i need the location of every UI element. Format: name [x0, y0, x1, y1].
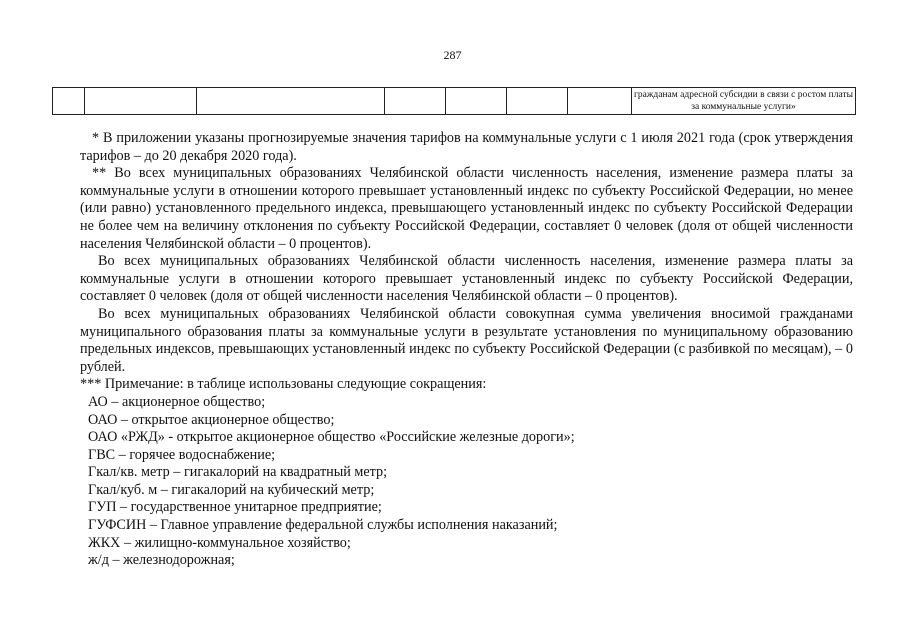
- notes-section: [80, 130, 853, 570]
- table-row: [53, 88, 856, 115]
- table-cell-description: гражданам адресной субсидии в связи с ростом платы за коммунальные услуги»: [632, 88, 856, 115]
- table-cell: [53, 88, 85, 115]
- page-number: 287: [443, 48, 462, 62]
- list-item: ЖКХ – жилищно-коммунальное хозяйство;: [88, 534, 351, 551]
- list-item: ОАО «РЖД» - открытое акционерное общество «Российские железные дороги»;: [88, 429, 575, 446]
- table-cell: [507, 88, 568, 115]
- table-cell: [197, 88, 385, 115]
- list-item: Гкал/кв. метр – гигакалорий на квадратный метр;: [88, 464, 388, 481]
- note-tariffs: * В приложении указаны прогнозируемые значения тарифов на коммунальные услуги с 1 июля 2021 года (срок утверждения тарифов – до 20 декабря 2020 года).: [80, 130, 853, 164]
- list-item: ОАО – открытое акционерное общество;: [88, 411, 335, 428]
- note-total-increase: Во всех муниципальных образованиях Челябинской области совокупная сумма увеличения вносимой гражданами муниципального образования платы за коммунальные услуги в результате установления по муниципальному образованию предельных индексов, превышающих установленный индекс по субъекту Российской Федерации (с разбивкой по месяцам), – 0 рублей.: [80, 305, 853, 375]
- note-population-over-index: Во всех муниципальных образованиях Челябинской области численность населения, изменение размера платы за коммунальные услуги в отношении которого превышает установленный индекс по субъекту Российской Федерации, составляет 0 человек (доля от общей численности населения Челябинской области – 0 процентов).: [80, 253, 853, 305]
- list-item: ГУП – государственное унитарное предприятие;: [88, 499, 382, 516]
- continuation-table: [52, 87, 856, 115]
- list-item: ж/д – железнодорожная;: [88, 552, 235, 569]
- list-item: АО – акционерное общество;: [88, 393, 266, 410]
- table-cell: [568, 88, 632, 115]
- table-cell: [385, 88, 446, 115]
- list-item: ГУФСИН – Главное управление федеральной службы исполнения наказаний;: [88, 517, 558, 534]
- note-abbreviations-heading: *** Примечание: в таблице использованы следующие сокращения:: [80, 376, 487, 393]
- table-cell: [85, 88, 197, 115]
- list-item: Гкал/куб. м – гигакалорий на кубический метр;: [88, 481, 375, 498]
- note-population-under-limit: ** Во всех муниципальных образованиях Челябинской области численность населения, изменение размера платы за коммунальные услуги в отношении которого превышает установленный индекс по субъекту Российской Федерации, но менее (или равно) установленного предельного индекса, превышающего установленный индекс по субъекту Российской Федерации не более чем на величину отклонения по субъекту Российской Федерации, составляет 0 человек (доля от общей численности населения Челябинской области – 0 процентов).: [80, 165, 853, 252]
- abbreviations-list: [80, 394, 853, 570]
- list-item: ГВС – горячее водоснабжение;: [88, 446, 276, 463]
- table-cell: [446, 88, 507, 115]
